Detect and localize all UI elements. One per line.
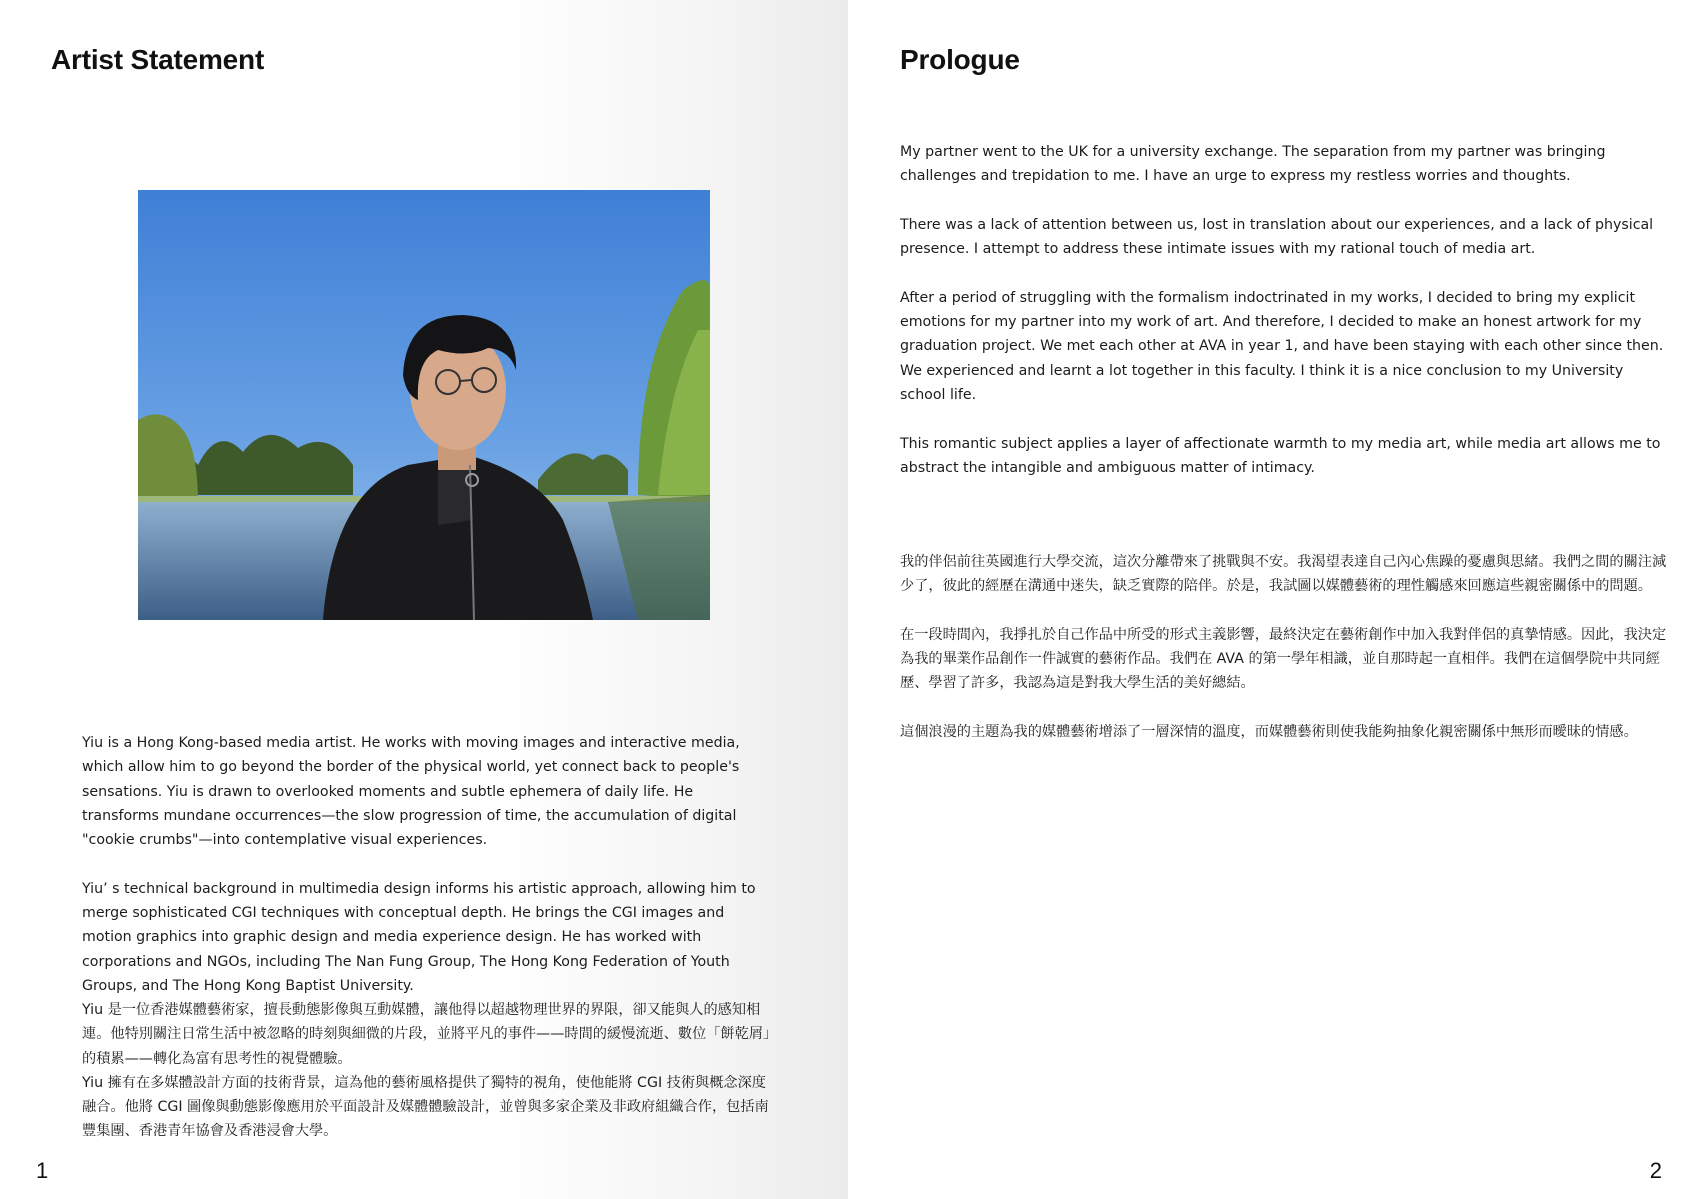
prologue-en-paragraph: This romantic subject applies a layer of affectionate warmth to my media art, while media art allows me to abstract the intangible and ambiguous matter of intimacy. (900, 435, 1661, 476)
prologue-en-paragraph: After a period of struggling with the formalism indoctrinated in my works, I decided to bring my explicit emotions for my partner into my work of art. And therefore, I decided to make an honest artwork for my graduation project. We met each other at AVA in year 1, and have been staying with each other since then. We experienced and learnt a lot together in this faculty. I think it is a nice conclusion to my University school life. (900, 289, 1664, 403)
right-page (848, 0, 1696, 1199)
prologue-heading: Prologue (900, 44, 1020, 75)
artist-statement-heading: Artist Statement (51, 44, 265, 75)
bio-en-paragraph: Yiu’ s technical background in multimedia design informs his artistic approach, allowing him to merge sophisticated CGI techniques with conceptual depth. He brings the CGI images and motion graphics into graphic design and media experience design. He has worked with corporations and NGOs, including The Nan Fung Group, The Hong Kong Federation of Youth Groups, and The Hong Kong Baptist University. (82, 880, 756, 994)
prologue-zh-paragraph: 在一段時間內，我掙扎於自己作品中所受的形式主義影響，最終決定在藝術創作中加入我對伴侶的真摯情感。因此，我決定為我的畢業作品創作一件誠實的藝術作品。我們在 AVA 的第一學年相識，並自那時起一直相伴。我們在這個學院中共同經歷、學習了許多，我認為這是對我大學生活的美好總結。 (900, 626, 1667, 692)
page-number: 1 (36, 1158, 49, 1183)
bio-chinese (82, 998, 772, 1144)
prologue-english (900, 140, 1670, 480)
bio-zh-paragraph: Yiu 是一位香港媒體藝術家，擅長動態影像與互動媒體，讓他得以超越物理世界的界限，卻又能與人的感知相連。他特別關注日常生活中被忽略的時刻與細微的片段，並將平凡的事件——時間的緩慢流逝、數位「餅乾屑」的積累——轉化為富有思考性的視覺體驗。 (82, 1002, 771, 1067)
page-number: 2 (1649, 1158, 1662, 1183)
prologue-chinese (900, 550, 1670, 744)
prologue-zh-paragraph: 我的伴侶前往英國進行大學交流，這次分離帶來了挑戰與不安。我渴望表達自己內心焦躁的憂慮與思緒。我們之間的關注減少了，彼此的經歷在溝通中迷失，缺乏實際的陪伴。於是，我試圖以媒體藝術的理性觸感來回應這些親密關係中的問題。 (900, 554, 1667, 595)
prologue-en-paragraph: There was a lack of attention between us, lost in translation about our experiences, and a lack of physical presence. I attempt to address these intimate issues with my rational touch of media art. (900, 216, 1654, 258)
bio-en-paragraph: Yiu is a Hong Kong-based media artist. He works with moving images and interactive media, which allow him to go beyond the border of the physical world, yet connect back to people's sensations. Yiu is drawn to overlooked moments and subtle ephemera of daily life. He transforms mundane occurrences—the slow progression of time, the accumulation of digital "cookie crumbs"—into contemplative visual experiences. (82, 735, 740, 849)
bio-zh-paragraph: Yiu 擁有在多媒體設計方面的技術背景，這為他的藝術風格提供了獨特的視角，使他能將 CGI 技術與概念深度融合。他將 CGI 圖像與動態影像應用於平面設計及媒體體驗設計，並曾與多家企業及非政府組織合作，包括南豐集團、香港青年協會及香港浸會大學。 (82, 1074, 769, 1140)
bio-english (82, 731, 772, 998)
artist-portrait-photo (138, 190, 710, 620)
prologue-en-paragraph: My partner went to the UK for a university exchange. The separation from my partner was bringing challenges and trepidation to me. I have an urge to express my restless worries and thoughts. (900, 144, 1606, 185)
prologue-zh-paragraph: 這個浪漫的主題為我的媒體藝術增添了一層深情的溫度，而媒體藝術則使我能夠抽象化親密關係中無形而曖昧的情感。 (900, 724, 1638, 741)
